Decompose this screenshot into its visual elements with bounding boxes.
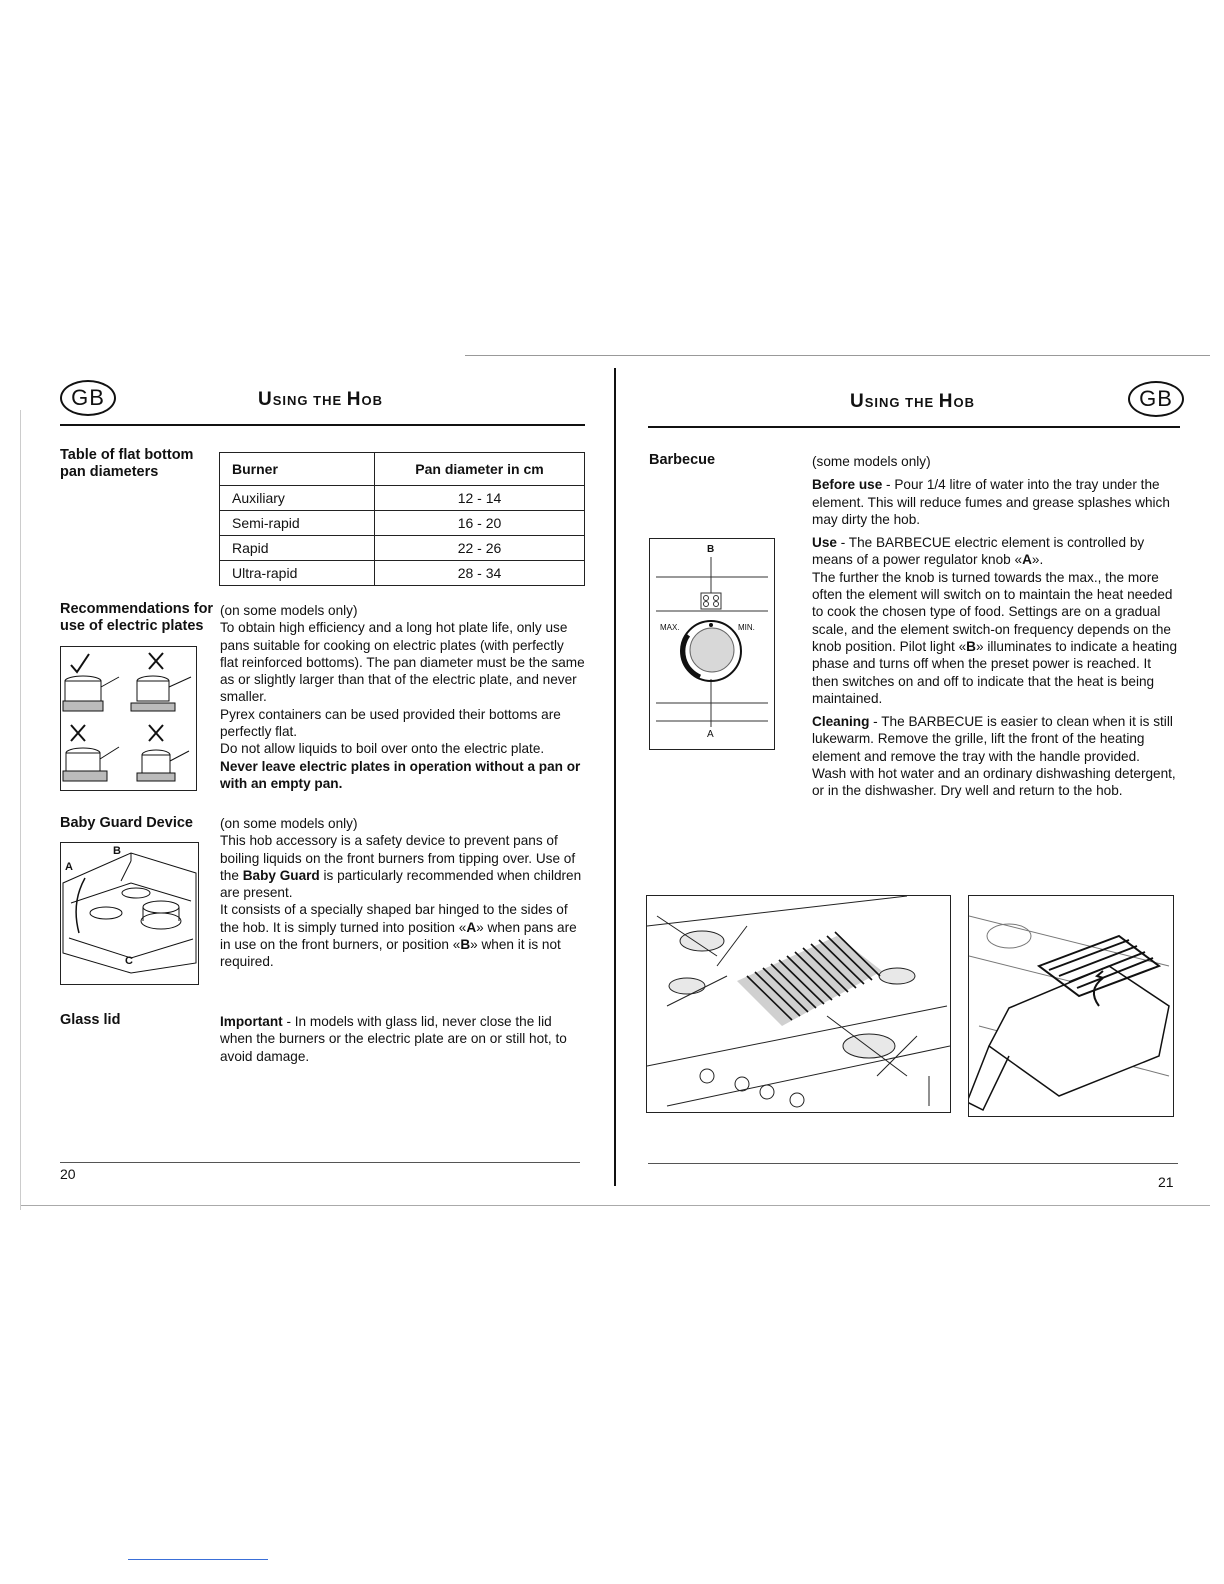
rec-paragraph: Pyrex containers can be used provided their bottoms are perfectly flat. xyxy=(220,706,561,740)
label-a: A xyxy=(65,861,73,873)
left-edge-line xyxy=(20,410,21,1210)
header-rule-left xyxy=(60,424,585,426)
knob-label-min: MIN. xyxy=(738,623,755,632)
glass-lid-text: Important - In models with glass lid, never close the lid when the burners or the electric plate are on or still hot, to avoid damage. xyxy=(220,1014,567,1064)
pan-diameter-table xyxy=(219,452,585,586)
table-header-diameter: Pan diameter in cm xyxy=(375,453,585,486)
bottom-scan-line xyxy=(20,1205,1210,1206)
table-cell-diameter: 12 - 14 xyxy=(375,486,585,511)
table-row xyxy=(220,536,585,561)
knob-label-max: MAX. xyxy=(660,623,680,632)
cleaning-paragraph: Wash with hot water and an ordinary dishwashing detergent, or in the dishwasher. Dry well and return to the hob. xyxy=(812,766,1176,799)
barbecue-heading: Barbecue xyxy=(649,452,716,468)
label-b: B xyxy=(113,845,121,857)
models-note: (some models only) xyxy=(812,454,931,469)
table-header-burner: Burner xyxy=(220,453,375,486)
table-row xyxy=(220,511,585,536)
baby-guard-illustration xyxy=(60,842,199,985)
table-cell-burner: Auxiliary xyxy=(220,486,375,511)
models-note: (on some models only) xyxy=(220,603,358,618)
check-icon xyxy=(71,654,89,672)
footer-rule-right xyxy=(648,1163,1178,1164)
header-rule-right xyxy=(648,426,1180,428)
barbecue-hob-drawing xyxy=(647,896,950,1112)
baby-guard-text xyxy=(220,815,585,971)
table-row xyxy=(220,486,585,511)
center-binding-line xyxy=(614,368,616,1186)
pilot-light xyxy=(701,593,721,609)
barbecue-hob-illustration xyxy=(646,895,951,1113)
knob-icon xyxy=(690,628,734,672)
rec-warning: Never leave electric plates in operation without a pan or with an empty pan. xyxy=(220,758,581,791)
before-use-paragraph: Before use - Pour 1/4 litre of water into the tray under the element. This will reduce fumes and grease splashes which may dirty the hob. xyxy=(812,477,1170,527)
label-c: C xyxy=(125,955,133,967)
knob-label-a: A xyxy=(707,729,714,740)
use-paragraph: Use - The BARBECUE electric element is controlled by means of a power regulator knob «A». xyxy=(812,535,1145,568)
baby-paragraph: It consists of a specially shaped bar hinged to the sides of the hob. It is simply turned into position «A» when pans are in use on the front burners, or position «B» when it is not required. xyxy=(220,902,577,970)
gb-badge-left: GB xyxy=(60,380,116,416)
table-cell-burner: Rapid xyxy=(220,536,375,561)
page-number-left: 20 xyxy=(60,1166,76,1182)
gb-badge-right: GB xyxy=(1128,381,1184,417)
knob-panel-illustration xyxy=(649,538,775,750)
pans-illustration xyxy=(60,646,197,791)
models-note: (on some models only) xyxy=(220,816,358,831)
rec-paragraph: Do not allow liquids to boil over onto the electric plate. xyxy=(220,741,545,757)
page-number-right: 21 xyxy=(1158,1174,1174,1190)
table-cell-burner: Ultra-rapid xyxy=(220,561,375,586)
table-cell-diameter: 22 - 26 xyxy=(375,536,585,561)
glass-lid-heading: Glass lid xyxy=(60,1012,121,1028)
table-cell-burner: Semi-rapid xyxy=(220,511,375,536)
cross-icon xyxy=(149,725,163,741)
table-row xyxy=(220,561,585,586)
footer-rule-left xyxy=(60,1162,580,1163)
cleaning-paragraph: Cleaning - The BARBECUE is easier to clean when it is still lukewarm. Remove the grille, lift the front of the heating element and remove the tray with the handle provided. xyxy=(812,714,1173,764)
cross-icon xyxy=(71,725,85,741)
bottom-link-line xyxy=(128,1559,268,1560)
use-paragraph: The further the knob is turned towards the max., the more often the element will switch on to maintain the heat needed to cook the chosen type of food. Settings are on a gradual scale, and the element switch-on frequency depends on the knob position. Pilot light «B» illuminates to indicate a heating phase and turns off when the preset power is reached. It then switches on and off to indicate that the heat is being maintained. xyxy=(812,569,1178,706)
table-cell-diameter: 28 - 34 xyxy=(375,561,585,586)
table-header-row xyxy=(220,453,585,486)
pans-drawing xyxy=(61,647,196,790)
baby-paragraph: This hob accessory is a safety device to prevent pans of boiling liquids on the front burners from tipping over. Use of the Baby Guard is particularly recommended when children are present. xyxy=(220,833,582,901)
barbecue-text xyxy=(812,453,1180,800)
barbecue-tray-drawing xyxy=(969,896,1173,1116)
knob-label-b: B xyxy=(707,544,715,555)
baby-guard-heading: Baby Guard Device xyxy=(60,815,193,831)
page-title-left: USING THE HOB xyxy=(258,389,383,410)
top-scan-line xyxy=(465,355,1210,356)
recommendations-heading: Recommendations for use of electric plates xyxy=(60,601,214,634)
knob-panel-drawing xyxy=(650,539,774,749)
recommendations-text xyxy=(220,602,585,792)
drip-tray xyxy=(989,966,1169,1096)
table-cell-diameter: 16 - 20 xyxy=(375,511,585,536)
barbecue-tray-illustration xyxy=(968,895,1174,1117)
cross-icon xyxy=(149,653,163,669)
table-heading: Table of flat bottom pan diameters xyxy=(60,447,194,480)
page-title-right: USING THE HOB xyxy=(850,391,975,412)
rec-paragraph: To obtain high efficiency and a long hot plate life, only use pans suitable for cooking on electric plates (with perfectly flat reinforced bottoms). The pan diameter must be the same as or slightly larger than that of the electric plate, and never smaller. xyxy=(220,620,585,705)
